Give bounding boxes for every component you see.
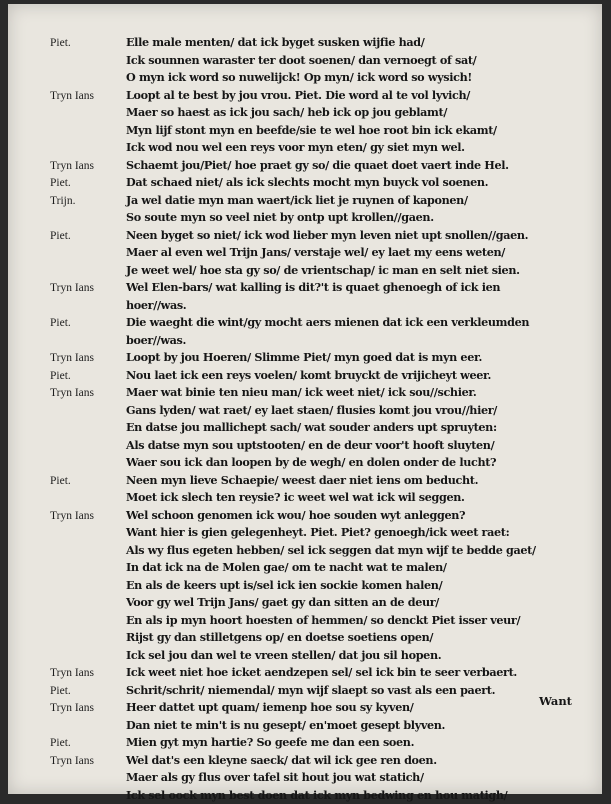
dialogue-line — [50, 402, 590, 420]
verse-text: Je weet wel/ hoe sta gy so/ de vrientschap/ ic man en selt niet sien. — [126, 262, 520, 280]
dialogue-line — [50, 787, 590, 804]
speaker-name: Piet. — [50, 175, 126, 193]
verse-text: En datse jou mallichept sach/ wat souder anders upt spruyten: — [126, 419, 497, 437]
dialogue-line — [50, 612, 590, 630]
dialogue-line — [50, 384, 590, 402]
dialogue-line — [50, 349, 590, 367]
verse-text: Ick sounnen waraster ter doot soenen/ dan vernoegt of sat/ — [126, 52, 476, 70]
dialogue-line — [50, 139, 590, 157]
dialogue-line — [50, 227, 590, 245]
verse-text: Mien gyt myn hartie? So geefe me dan een soen. — [126, 734, 414, 752]
speaker-name: Tryn Ians — [50, 753, 126, 771]
speaker-name: Tryn Ians — [50, 88, 126, 106]
speaker-name: Piet. — [50, 35, 126, 53]
dialogue-line — [50, 682, 590, 700]
speaker-name: Piet. — [50, 228, 126, 246]
dialogue-line — [50, 454, 590, 472]
dialogue-line — [50, 262, 590, 280]
speaker-name: Piet. — [50, 683, 126, 701]
book-page — [8, 4, 602, 794]
dialogue-line — [50, 664, 590, 682]
verse-text: Wel dat's een kleyne saeck/ dat wil ick gee ren doen. — [126, 752, 437, 770]
verse-text: Wel Elen-bars/ wat kalling is dit?'t is quaet ghenoegh of ick ien — [126, 279, 500, 297]
verse-text: Heer dattet upt quam/ iemenp hoe sou sy kyven/ — [126, 699, 413, 717]
verse-text: Ick weet niet hoe icket aendzepen sel/ sel ick bin te seer verbaert. — [126, 664, 517, 682]
dialogue-line — [50, 52, 590, 70]
verse-text: Loopt al te best by jou vrou. Piet. Die word al te vol lyvich/ — [126, 87, 470, 105]
verse-text: Myn lijf stont myn en beefde/sie te wel hoe root bin ick ekamt/ — [126, 122, 497, 140]
speaker-name: Tryn Ians — [50, 700, 126, 718]
verse-text: Schrit/schrit/ niemendal/ myn wijf slaept so vast als een paert. — [126, 682, 495, 700]
dialogue-line — [50, 699, 590, 717]
dialogue-line — [50, 192, 590, 210]
dialogue-line — [50, 332, 590, 350]
dialogue-line — [50, 279, 590, 297]
verse-text: In dat ick na de Molen gae/ om te nacht wat te malen/ — [126, 559, 447, 577]
verse-text: Waer sou ick dan loopen by de wegh/ en dolen onder de lucht? — [126, 454, 496, 472]
dialogue-line — [50, 244, 590, 262]
dialogue-line — [50, 104, 590, 122]
verse-text: Neen myn lieve Schaepie/ weest daer niet iens om beducht. — [126, 472, 478, 490]
verse-text: En als ip myn hoort hoesten of hemmen/ so denckt Piet isser veur/ — [126, 612, 520, 630]
verse-text: Schaemt jou/Piet/ hoe praet gy so/ die quaet doet vaert inde Hel. — [126, 157, 509, 175]
verse-text: Neen byget so niet/ ick wod lieber myn leven niet upt snollen//gaen. — [126, 227, 528, 245]
dialogue-line — [50, 734, 590, 752]
dialogue-line — [50, 314, 590, 332]
verse-text: Moet ick slech ten reysie? ic weet wel wat ick wil seggen. — [126, 489, 465, 507]
verse-text: Maer al even wel Trijn Jans/ verstaje wel/ ey laet my eens weten/ — [126, 244, 505, 262]
dialogue-line — [50, 507, 590, 525]
verse-text: Voor gy wel Trijn Jans/ gaet gy dan sitten an de deur/ — [126, 594, 439, 612]
verse-text: Maer als gy flus over tafel sit hout jou wat statich/ — [126, 769, 424, 787]
dialogue-line — [50, 87, 590, 105]
verse-text: Maer so haest as ick jou sach/ heb ick op jou geblamt/ — [126, 104, 447, 122]
speaker-name: Piet. — [50, 473, 126, 491]
catchword: Want — [539, 694, 572, 708]
dialogue-line — [50, 69, 590, 87]
dialogue-line — [50, 297, 590, 315]
speaker-name: Tryn Ians — [50, 158, 126, 176]
verse-text: Ja wel datie myn man waert/ick liet je ruynen of kaponen/ — [126, 192, 468, 210]
dialogue-text — [50, 34, 590, 804]
verse-text: Want hier is gien gelegenheyt. Piet. Piet? genoegh/ick weet raet: — [126, 524, 509, 542]
speaker-name: Piet. — [50, 315, 126, 333]
dialogue-line — [50, 419, 590, 437]
dialogue-line — [50, 174, 590, 192]
dialogue-line — [50, 157, 590, 175]
dialogue-line — [50, 542, 590, 560]
dialogue-line — [50, 647, 590, 665]
dialogue-line — [50, 367, 590, 385]
verse-text: Nou laet ick een reys voelen/ komt bruyckt de vrijicheyt weer. — [126, 367, 491, 385]
dialogue-line — [50, 717, 590, 735]
verse-text: Ick sel jou dan wel te vreen stellen/ dat jou sil hopen. — [126, 647, 441, 665]
speaker-name: Trijn. — [50, 193, 126, 211]
dialogue-line — [50, 769, 590, 787]
dialogue-line — [50, 752, 590, 770]
verse-text: En als de keers upt is/sel ick ien sockie komen halen/ — [126, 577, 442, 595]
verse-text: Maer wat binie ten nieu man/ ick weet niet/ ick sou//schier. — [126, 384, 476, 402]
verse-text: Ick sel oock myn best doen dat ick myn bedwing en hou matigh/ — [126, 787, 507, 804]
dialogue-line — [50, 577, 590, 595]
dialogue-line — [50, 489, 590, 507]
dialogue-line — [50, 594, 590, 612]
verse-text: Rijst gy dan stilletgens op/ en doetse soetiens open/ — [126, 629, 433, 647]
verse-text: hoer//was. — [126, 297, 186, 315]
verse-text: Wel schoon genomen ick wou/ hoe souden wyt anleggen? — [126, 507, 465, 525]
verse-text: Loopt by jou Hoeren/ Slimme Piet/ myn goed dat is myn eer. — [126, 349, 482, 367]
dialogue-line — [50, 437, 590, 455]
verse-text: Gans lyden/ wat raet/ ey laet staen/ flusies komt jou vrou//hier/ — [126, 402, 497, 420]
verse-text: Als datse myn sou uptstooten/ en de deur voor't hooft sluyten/ — [126, 437, 494, 455]
verse-text: O myn ick word so nuwelijck! Op myn/ ick word so wysich! — [126, 69, 472, 87]
speaker-name: Tryn Ians — [50, 350, 126, 368]
verse-text: boer//was. — [126, 332, 186, 350]
dialogue-line — [50, 122, 590, 140]
speaker-name: Tryn Ians — [50, 385, 126, 403]
dialogue-line — [50, 472, 590, 490]
dialogue-line — [50, 209, 590, 227]
verse-text: So soute myn so veel niet by ontp upt krollen//gaen. — [126, 209, 434, 227]
dialogue-line — [50, 34, 590, 52]
dialogue-line — [50, 559, 590, 577]
verse-text: Dan niet te min't is nu gesept/ en'moet gesept blyven. — [126, 717, 445, 735]
speaker-name: Tryn Ians — [50, 665, 126, 683]
verse-text: Ick wod nou wel een reys voor myn eten/ gy siet myn wel. — [126, 139, 465, 157]
verse-text: Die waeght die wint/gy mocht aers mienen dat ick een verkleumden — [126, 314, 529, 332]
verse-text: Als wy flus egeten hebben/ sel ick seggen dat myn wijf te bedde gaet/ — [126, 542, 536, 560]
dialogue-line — [50, 524, 590, 542]
verse-text: Elle male menten/ dat ick byget susken wijfie had/ — [126, 34, 424, 52]
speaker-name: Tryn Ians — [50, 280, 126, 298]
speaker-name: Piet. — [50, 735, 126, 753]
verse-text: Dat schaed niet/ als ick slechts mocht myn buyck vol soenen. — [126, 174, 488, 192]
dialogue-line — [50, 629, 590, 647]
speaker-name: Piet. — [50, 368, 126, 386]
speaker-name: Tryn Ians — [50, 508, 126, 526]
